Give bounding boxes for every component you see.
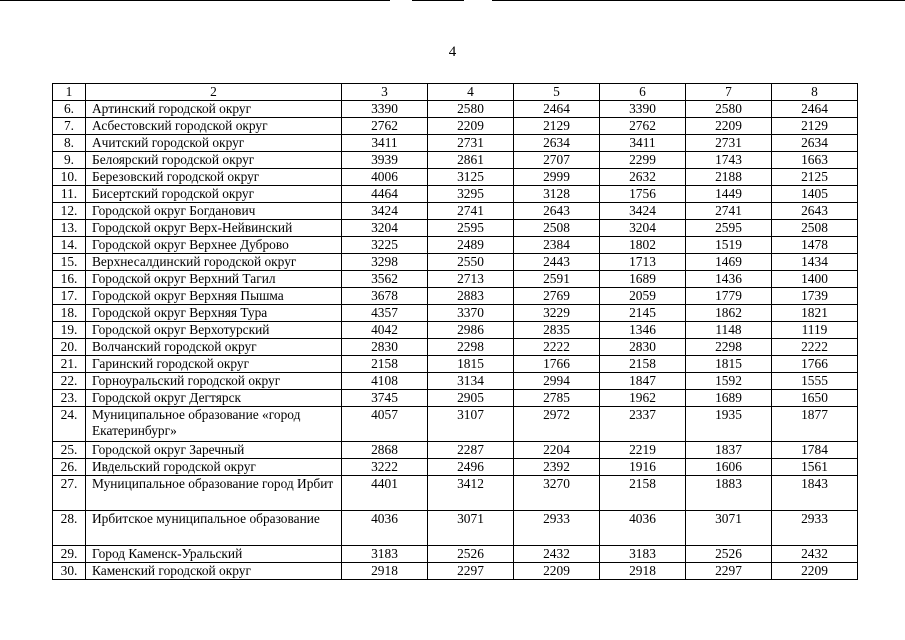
value-cell: 1877 bbox=[772, 407, 858, 442]
row-number-cell: 11. bbox=[53, 186, 86, 203]
top-rule-left bbox=[0, 0, 390, 1]
value-cell: 2595 bbox=[428, 220, 514, 237]
table-row bbox=[53, 459, 858, 476]
value-cell: 2830 bbox=[342, 339, 428, 356]
value-cell: 2432 bbox=[772, 546, 858, 563]
table-row bbox=[53, 511, 858, 546]
value-cell: 1784 bbox=[772, 442, 858, 459]
value-cell: 2918 bbox=[342, 563, 428, 580]
municipality-name-cell: Волчанский городской округ bbox=[86, 339, 342, 356]
value-cell: 3745 bbox=[342, 390, 428, 407]
value-cell: 2508 bbox=[772, 220, 858, 237]
table-row bbox=[53, 152, 858, 169]
table-body bbox=[53, 84, 858, 580]
value-cell: 2125 bbox=[772, 169, 858, 186]
row-number-cell: 12. bbox=[53, 203, 86, 220]
row-number-cell: 24. bbox=[53, 407, 86, 442]
value-cell: 2785 bbox=[514, 390, 600, 407]
row-number-cell: 10. bbox=[53, 169, 86, 186]
value-cell: 2188 bbox=[686, 169, 772, 186]
value-cell: 3298 bbox=[342, 254, 428, 271]
municipality-name-cell: Городской округ Верхняя Тура bbox=[86, 305, 342, 322]
value-cell: 2287 bbox=[428, 442, 514, 459]
municipality-name-cell: Городской округ Верхотурский bbox=[86, 322, 342, 339]
value-cell: 1843 bbox=[772, 476, 858, 511]
row-number-cell: 26. bbox=[53, 459, 86, 476]
value-cell: 2731 bbox=[686, 135, 772, 152]
value-cell: 1119 bbox=[772, 322, 858, 339]
value-cell: 1935 bbox=[686, 407, 772, 442]
table-row bbox=[53, 322, 858, 339]
table-row bbox=[53, 101, 858, 118]
row-number-cell: 29. bbox=[53, 546, 86, 563]
value-cell: 2297 bbox=[428, 563, 514, 580]
header-cell: 7 bbox=[686, 84, 772, 101]
value-cell: 2707 bbox=[514, 152, 600, 169]
header-cell: 4 bbox=[428, 84, 514, 101]
municipality-name-cell: Асбестовский городской округ bbox=[86, 118, 342, 135]
value-cell: 2219 bbox=[600, 442, 686, 459]
header-cell: 1 bbox=[53, 84, 86, 101]
value-cell: 3424 bbox=[600, 203, 686, 220]
value-cell: 3424 bbox=[342, 203, 428, 220]
row-number-cell: 21. bbox=[53, 356, 86, 373]
municipality-name-cell: Горноуральский городской округ bbox=[86, 373, 342, 390]
value-cell: 2298 bbox=[428, 339, 514, 356]
value-cell: 2830 bbox=[600, 339, 686, 356]
municipality-name-cell: Городской округ Верхний Тагил bbox=[86, 271, 342, 288]
municipality-name-cell: Городской округ Верхнее Дуброво bbox=[86, 237, 342, 254]
value-cell: 1434 bbox=[772, 254, 858, 271]
value-cell: 2443 bbox=[514, 254, 600, 271]
value-cell: 3411 bbox=[600, 135, 686, 152]
value-cell: 2769 bbox=[514, 288, 600, 305]
value-cell: 3204 bbox=[600, 220, 686, 237]
value-cell: 2526 bbox=[428, 546, 514, 563]
row-number-cell: 8. bbox=[53, 135, 86, 152]
value-cell: 3071 bbox=[428, 511, 514, 546]
value-cell: 2999 bbox=[514, 169, 600, 186]
value-cell: 2209 bbox=[772, 563, 858, 580]
value-cell: 1449 bbox=[686, 186, 772, 203]
value-cell: 2713 bbox=[428, 271, 514, 288]
value-cell: 3562 bbox=[342, 271, 428, 288]
value-cell: 2580 bbox=[428, 101, 514, 118]
table-row bbox=[53, 118, 858, 135]
municipality-name-cell: Муниципальное образование «город Екатеринбург» bbox=[86, 407, 342, 442]
municipality-name-cell: Гаринский городской округ bbox=[86, 356, 342, 373]
value-cell: 2297 bbox=[686, 563, 772, 580]
page-number: 4 bbox=[448, 44, 457, 60]
header-cell: 6 bbox=[600, 84, 686, 101]
row-number-cell: 9. bbox=[53, 152, 86, 169]
value-cell: 2762 bbox=[342, 118, 428, 135]
value-cell: 2550 bbox=[428, 254, 514, 271]
value-cell: 4036 bbox=[600, 511, 686, 546]
municipality-name-cell: Верхнесалдинский городской округ bbox=[86, 254, 342, 271]
value-cell: 2496 bbox=[428, 459, 514, 476]
value-cell: 4042 bbox=[342, 322, 428, 339]
row-number-cell: 7. bbox=[53, 118, 86, 135]
row-number-cell: 27. bbox=[53, 476, 86, 511]
value-cell: 3370 bbox=[428, 305, 514, 322]
value-cell: 1821 bbox=[772, 305, 858, 322]
value-cell: 2643 bbox=[514, 203, 600, 220]
value-cell: 1478 bbox=[772, 237, 858, 254]
value-cell: 3229 bbox=[514, 305, 600, 322]
municipality-name-cell: Городской округ Верхняя Пышма bbox=[86, 288, 342, 305]
value-cell: 1689 bbox=[686, 390, 772, 407]
value-cell: 2918 bbox=[600, 563, 686, 580]
value-cell: 4057 bbox=[342, 407, 428, 442]
value-cell: 1862 bbox=[686, 305, 772, 322]
table-row bbox=[53, 373, 858, 390]
value-cell: 2145 bbox=[600, 305, 686, 322]
table-row bbox=[53, 254, 858, 271]
value-cell: 2158 bbox=[600, 356, 686, 373]
municipality-name-cell: Город Каменск-Уральский bbox=[86, 546, 342, 563]
value-cell: 2632 bbox=[600, 169, 686, 186]
value-cell: 2129 bbox=[514, 118, 600, 135]
value-cell: 1756 bbox=[600, 186, 686, 203]
table-row bbox=[53, 305, 858, 322]
row-number-cell: 25. bbox=[53, 442, 86, 459]
header-cell: 2 bbox=[86, 84, 342, 101]
municipality-name-cell: Бисертский городской округ bbox=[86, 186, 342, 203]
value-cell: 3939 bbox=[342, 152, 428, 169]
value-cell: 4108 bbox=[342, 373, 428, 390]
row-number-cell: 14. bbox=[53, 237, 86, 254]
municipality-name-cell: Ачитский городской округ bbox=[86, 135, 342, 152]
top-rule-middle bbox=[412, 0, 464, 1]
value-cell: 1469 bbox=[686, 254, 772, 271]
value-cell: 2972 bbox=[514, 407, 600, 442]
value-cell: 3107 bbox=[428, 407, 514, 442]
municipality-name-cell: Городской округ Верх-Нейвинский bbox=[86, 220, 342, 237]
value-cell: 1346 bbox=[600, 322, 686, 339]
value-cell: 3183 bbox=[600, 546, 686, 563]
value-cell: 1743 bbox=[686, 152, 772, 169]
value-cell: 1606 bbox=[686, 459, 772, 476]
municipality-name-cell: Белоярский городской округ bbox=[86, 152, 342, 169]
table-row bbox=[53, 476, 858, 511]
value-cell: 2204 bbox=[514, 442, 600, 459]
table-row bbox=[53, 237, 858, 254]
value-cell: 2384 bbox=[514, 237, 600, 254]
value-cell: 1405 bbox=[772, 186, 858, 203]
value-cell: 3128 bbox=[514, 186, 600, 203]
municipality-name-cell: Городской округ Дегтярск bbox=[86, 390, 342, 407]
value-cell: 2986 bbox=[428, 322, 514, 339]
value-cell: 2464 bbox=[772, 101, 858, 118]
row-number-cell: 22. bbox=[53, 373, 86, 390]
header-cell: 8 bbox=[772, 84, 858, 101]
value-cell: 2634 bbox=[772, 135, 858, 152]
value-cell: 3125 bbox=[428, 169, 514, 186]
row-number-cell: 30. bbox=[53, 563, 86, 580]
table-row bbox=[53, 271, 858, 288]
value-cell: 4464 bbox=[342, 186, 428, 203]
table-row bbox=[53, 546, 858, 563]
top-rule-right bbox=[492, 0, 905, 1]
table-row bbox=[53, 390, 858, 407]
value-cell: 2994 bbox=[514, 373, 600, 390]
row-number-cell: 15. bbox=[53, 254, 86, 271]
value-cell: 1400 bbox=[772, 271, 858, 288]
table-row bbox=[53, 169, 858, 186]
value-cell: 4357 bbox=[342, 305, 428, 322]
value-cell: 2595 bbox=[686, 220, 772, 237]
table-row bbox=[53, 186, 858, 203]
municipality-name-cell: Березовский городской округ bbox=[86, 169, 342, 186]
table-row bbox=[53, 220, 858, 237]
value-cell: 2059 bbox=[600, 288, 686, 305]
value-cell: 2580 bbox=[686, 101, 772, 118]
value-cell: 1847 bbox=[600, 373, 686, 390]
value-cell: 2905 bbox=[428, 390, 514, 407]
row-number-cell: 13. bbox=[53, 220, 86, 237]
value-cell: 3412 bbox=[428, 476, 514, 511]
value-cell: 1779 bbox=[686, 288, 772, 305]
row-number-cell: 17. bbox=[53, 288, 86, 305]
value-cell: 2731 bbox=[428, 135, 514, 152]
value-cell: 2643 bbox=[772, 203, 858, 220]
value-cell: 1766 bbox=[772, 356, 858, 373]
value-cell: 1436 bbox=[686, 271, 772, 288]
table-row bbox=[53, 356, 858, 373]
table-row bbox=[53, 407, 858, 442]
value-cell: 1519 bbox=[686, 237, 772, 254]
table-row bbox=[53, 563, 858, 580]
value-cell: 2464 bbox=[514, 101, 600, 118]
value-cell: 4036 bbox=[342, 511, 428, 546]
value-cell: 2337 bbox=[600, 407, 686, 442]
municipality-name-cell: Городской округ Заречный bbox=[86, 442, 342, 459]
value-cell: 1555 bbox=[772, 373, 858, 390]
value-cell: 1815 bbox=[428, 356, 514, 373]
value-cell: 4401 bbox=[342, 476, 428, 511]
value-cell: 2741 bbox=[686, 203, 772, 220]
value-cell: 2209 bbox=[514, 563, 600, 580]
municipality-name-cell: Каменский городской округ bbox=[86, 563, 342, 580]
header-cell: 5 bbox=[514, 84, 600, 101]
value-cell: 2222 bbox=[514, 339, 600, 356]
value-cell: 2158 bbox=[342, 356, 428, 373]
value-cell: 1916 bbox=[600, 459, 686, 476]
value-cell: 2432 bbox=[514, 546, 600, 563]
value-cell: 3222 bbox=[342, 459, 428, 476]
value-cell: 2489 bbox=[428, 237, 514, 254]
value-cell: 3225 bbox=[342, 237, 428, 254]
value-cell: 1650 bbox=[772, 390, 858, 407]
value-cell: 1592 bbox=[686, 373, 772, 390]
value-cell: 1837 bbox=[686, 442, 772, 459]
row-number-cell: 23. bbox=[53, 390, 86, 407]
value-cell: 2209 bbox=[686, 118, 772, 135]
municipality-name-cell: Ирбитское муниципальное образование bbox=[86, 511, 342, 546]
table-row bbox=[53, 135, 858, 152]
value-cell: 1561 bbox=[772, 459, 858, 476]
value-cell: 2933 bbox=[514, 511, 600, 546]
value-cell: 1689 bbox=[600, 271, 686, 288]
municipality-name-cell: Артинский городской округ bbox=[86, 101, 342, 118]
table-row bbox=[53, 442, 858, 459]
municipality-name-cell: Городской округ Богданович bbox=[86, 203, 342, 220]
table-row bbox=[53, 203, 858, 220]
value-cell: 2392 bbox=[514, 459, 600, 476]
value-cell: 3204 bbox=[342, 220, 428, 237]
value-cell: 3678 bbox=[342, 288, 428, 305]
header-row bbox=[53, 84, 858, 101]
value-cell: 2508 bbox=[514, 220, 600, 237]
row-number-cell: 19. bbox=[53, 322, 86, 339]
value-cell: 3390 bbox=[342, 101, 428, 118]
value-cell: 1148 bbox=[686, 322, 772, 339]
row-number-cell: 20. bbox=[53, 339, 86, 356]
value-cell: 3134 bbox=[428, 373, 514, 390]
value-cell: 2835 bbox=[514, 322, 600, 339]
value-cell: 2741 bbox=[428, 203, 514, 220]
value-cell: 1739 bbox=[772, 288, 858, 305]
header-cell: 3 bbox=[342, 84, 428, 101]
row-number-cell: 16. bbox=[53, 271, 86, 288]
municipality-name-cell: Ивдельский городской округ bbox=[86, 459, 342, 476]
value-cell: 2299 bbox=[600, 152, 686, 169]
value-cell: 2883 bbox=[428, 288, 514, 305]
value-cell: 3411 bbox=[342, 135, 428, 152]
value-cell: 2129 bbox=[772, 118, 858, 135]
row-number-cell: 28. bbox=[53, 511, 86, 546]
value-cell: 2762 bbox=[600, 118, 686, 135]
value-cell: 1663 bbox=[772, 152, 858, 169]
value-cell: 3270 bbox=[514, 476, 600, 511]
value-cell: 2298 bbox=[686, 339, 772, 356]
value-cell: 1766 bbox=[514, 356, 600, 373]
value-cell: 2933 bbox=[772, 511, 858, 546]
table-row bbox=[53, 339, 858, 356]
value-cell: 1815 bbox=[686, 356, 772, 373]
municipality-name-cell: Муниципальное образование город Ирбит bbox=[86, 476, 342, 511]
value-cell: 2222 bbox=[772, 339, 858, 356]
value-cell: 1713 bbox=[600, 254, 686, 271]
value-cell: 2868 bbox=[342, 442, 428, 459]
value-cell: 3390 bbox=[600, 101, 686, 118]
data-table bbox=[52, 83, 858, 580]
value-cell: 1962 bbox=[600, 390, 686, 407]
table-row bbox=[53, 288, 858, 305]
value-cell: 2591 bbox=[514, 271, 600, 288]
value-cell: 1883 bbox=[686, 476, 772, 511]
value-cell: 3295 bbox=[428, 186, 514, 203]
value-cell: 4006 bbox=[342, 169, 428, 186]
value-cell: 1802 bbox=[600, 237, 686, 254]
value-cell: 3071 bbox=[686, 511, 772, 546]
value-cell: 2526 bbox=[686, 546, 772, 563]
value-cell: 2209 bbox=[428, 118, 514, 135]
value-cell: 2861 bbox=[428, 152, 514, 169]
row-number-cell: 6. bbox=[53, 101, 86, 118]
row-number-cell: 18. bbox=[53, 305, 86, 322]
value-cell: 2634 bbox=[514, 135, 600, 152]
value-cell: 3183 bbox=[342, 546, 428, 563]
value-cell: 2158 bbox=[600, 476, 686, 511]
